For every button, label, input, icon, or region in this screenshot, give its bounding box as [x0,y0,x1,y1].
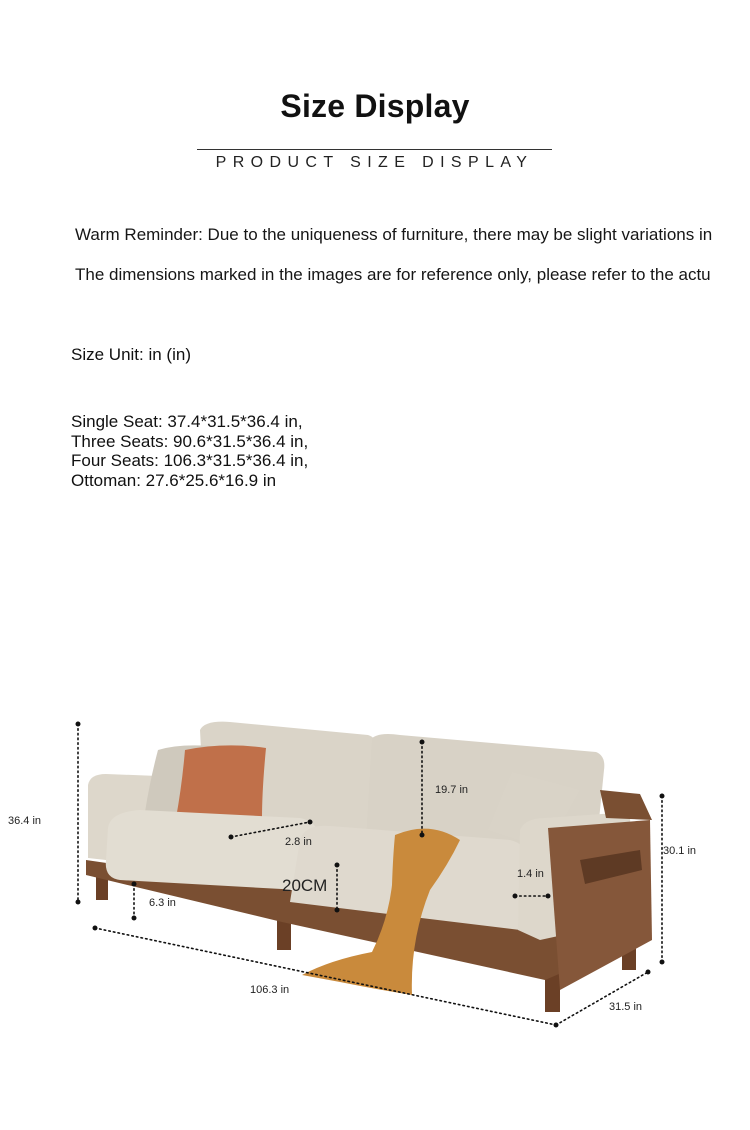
seat-depth-label: 2.8 in [285,836,312,848]
dimension-dot [229,835,234,840]
dimension-dot [93,926,98,931]
depth-label: 31.5 in [609,1001,643,1013]
dimension-dot [513,894,518,899]
warm-reminder-line-1: Warm Reminder: Due to the uniqueness of furniture, there may be slight variations in [75,225,713,244]
dimension-dot [420,740,425,745]
dimension-dot [646,970,651,975]
leg-height-label: 6.3 in [149,897,176,909]
arm-height-label: 30.1 in [663,845,697,857]
orange-pillow [176,745,266,821]
back-height-label: 19.7 in [435,784,469,796]
dimension-dot [660,794,665,799]
arm-width-label: 1.4 in [517,868,544,880]
page-subtitle: PRODUCT SIZE DISPLAY [215,154,534,171]
size-list: Single Seat: 37.4*31.5*36.4 in, Three Seats: 90.6*31.5*36.4 in, Four Seats: 106.3*31.5*36.4 in, Ottoman: 27.6*25.6*16.9 in [71,412,309,490]
dimension-dot [132,916,137,921]
dimension-dot [308,820,313,825]
dimension-dot [335,863,340,868]
page-title: Size Display [280,88,470,124]
size-unit: Size Unit: in (in) [71,345,191,364]
dimension-dot [76,900,81,905]
dimension-dot [132,882,137,887]
dimension-dot [660,960,665,965]
title-divider [197,149,552,150]
length-label: 106.3 in [250,984,290,996]
right-arm-panel [548,820,652,990]
dimension-dot [335,908,340,913]
warm-reminder-line-2: The dimensions marked in the images are for reference only, please refer to the actu [75,265,711,284]
cushion-label: 20CM [282,876,328,895]
dimension-dot [420,833,425,838]
arm-top-frame [600,790,652,820]
sofa-dimension-diagram [0,690,750,1050]
dimension-dot [76,722,81,727]
dimension-dot [546,894,551,899]
height-label: 36.4 in [8,815,42,827]
